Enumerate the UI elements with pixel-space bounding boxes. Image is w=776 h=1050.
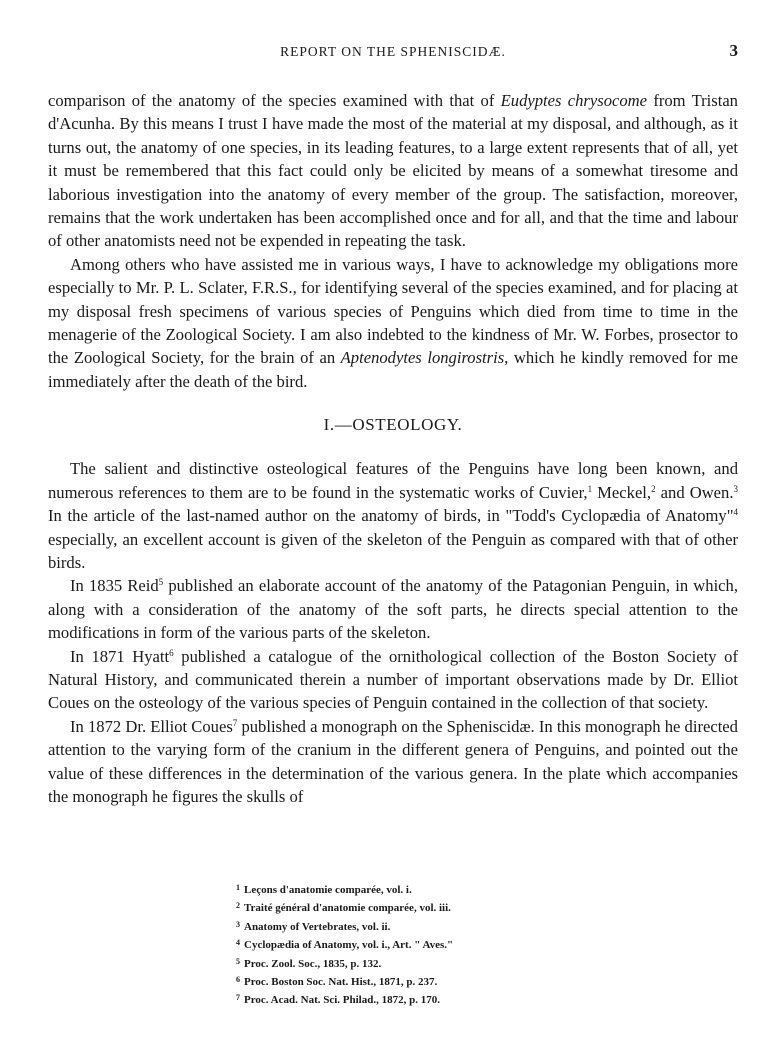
paragraph-1: comparison of the anatomy of the species examined with that of Eudyptes chrysocome from Tristan d'Acunha. By this means I trust I have made the most of the material at my disposal, and although, as it turns out, the anatomy of one species, in its leading features, to a large extent represents that of all, yet it must be remembered that this fact could only be elicited by means of a somewhat tiresome and laborious investigation into the anatomy of every member of the group. The satisfaction, moreover, remains that the work undertaken has been accomplished once and for all, and that the time and labour of other anatomists need not be expended in repeating the task. <box>48 91 738 251</box>
footnote-ref[interactable]: 4 <box>733 507 738 518</box>
footnote: 3 Anatomy of Vertebrates, vol. ii. <box>236 919 391 933</box>
running-title: REPORT ON THE SPHENISCIDÆ. <box>280 44 506 59</box>
footnote-ref[interactable]: 5 <box>158 577 164 588</box>
footnote-ref[interactable]: 6 <box>169 647 174 658</box>
footnote: 4 Cyclopædia of Anatomy, vol. i., Art. " Aves." <box>236 938 454 952</box>
page-body <box>48 89 738 808</box>
footnote: 6 Proc. Boston Soc. Nat. Hist., 1871, p. 237. <box>236 975 438 989</box>
running-header <box>48 41 738 60</box>
paragraph-2: Among others who have assisted me in various ways, I have to acknowledge my obligations more especially to Mr. P. L. Sclater, F.R.S., for identifying several of the species examined, and for placing at my disposal fresh specimens of various species of Penguins which died from time to time in the menagerie of the Zoological Society. I am also indebted to the kindness of Mr. W. Forbes, prosector to the Zoological Society, for the brain of an Aptenodytes longirostris, which he kindly removed for me immediately after the death of the bird. <box>48 254 738 391</box>
footnote-ref[interactable]: 2 <box>651 483 656 494</box>
species-name: Eudyptes chrysocome <box>500 91 648 110</box>
paragraph-6: In 1872 Dr. Elliot Coues$^7$ published a monograph on the Spheniscidæ. In this monograph he directed attention to the varying form of the cranium in the different genera of Penguins, and pointed out the value of these differences in the determination of the various genera. In the plate which accompanies the monograph he figures the skulls of <box>48 716 738 806</box>
footnote: 5 Proc. Zool. Soc., 1835, p. 132. <box>236 956 382 970</box>
paragraph-5: In 1871 Hyatt$^6$ published a catalogue of the ornithological collection of the Boston Society of Natural History, and communicated therein a number of important observations made by Dr. Elliot Coues on the osteology of the various species of Penguin contained in the collection of that society. <box>48 646 738 713</box>
page-number: 3 <box>729 41 738 60</box>
footnote-ref[interactable]: 3 <box>733 483 738 494</box>
footnote: 1 Leçons d'anatomie comparée, vol. i. <box>236 883 412 896</box>
footnote: 7 Proc. Acad. Nat. Sci. Philad., 1872, p. 170. <box>236 993 440 1007</box>
footnote-ref[interactable]: 7 <box>232 717 238 728</box>
footnotes <box>228 880 628 1009</box>
species-name: Aptenodytes longirostris, <box>340 348 509 368</box>
section-heading: I.—OSTEOLOGY. <box>323 415 463 435</box>
paragraph-4: In 1835 Reid$^5$ published an elaborate account of the anatomy of the Patagonian Penguin, in which, along with a consideration of the anatomy of the soft parts, he directs special attention to the modifications in form of the various parts of the skeleton. <box>48 576 738 643</box>
footnote-ref[interactable]: 1 <box>587 483 593 494</box>
footnote: 2 Traité général d'anatomie comparée, vol. iii. <box>236 901 451 915</box>
paragraph-3: The salient and distinctive osteological features of the Penguins have long been known, and numerous references to them are to be found in the systematic works of Cuvier,$^1$ Meckel,$^2$ and Owen.$^3$ In the article of the last-named author on the anatomy of birds, in "Todd's Cyclopædia of Anatomy"$^4$ especially, an excellent account is given of the skeleton of the Penguin as compared with that of other birds. <box>48 459 738 572</box>
